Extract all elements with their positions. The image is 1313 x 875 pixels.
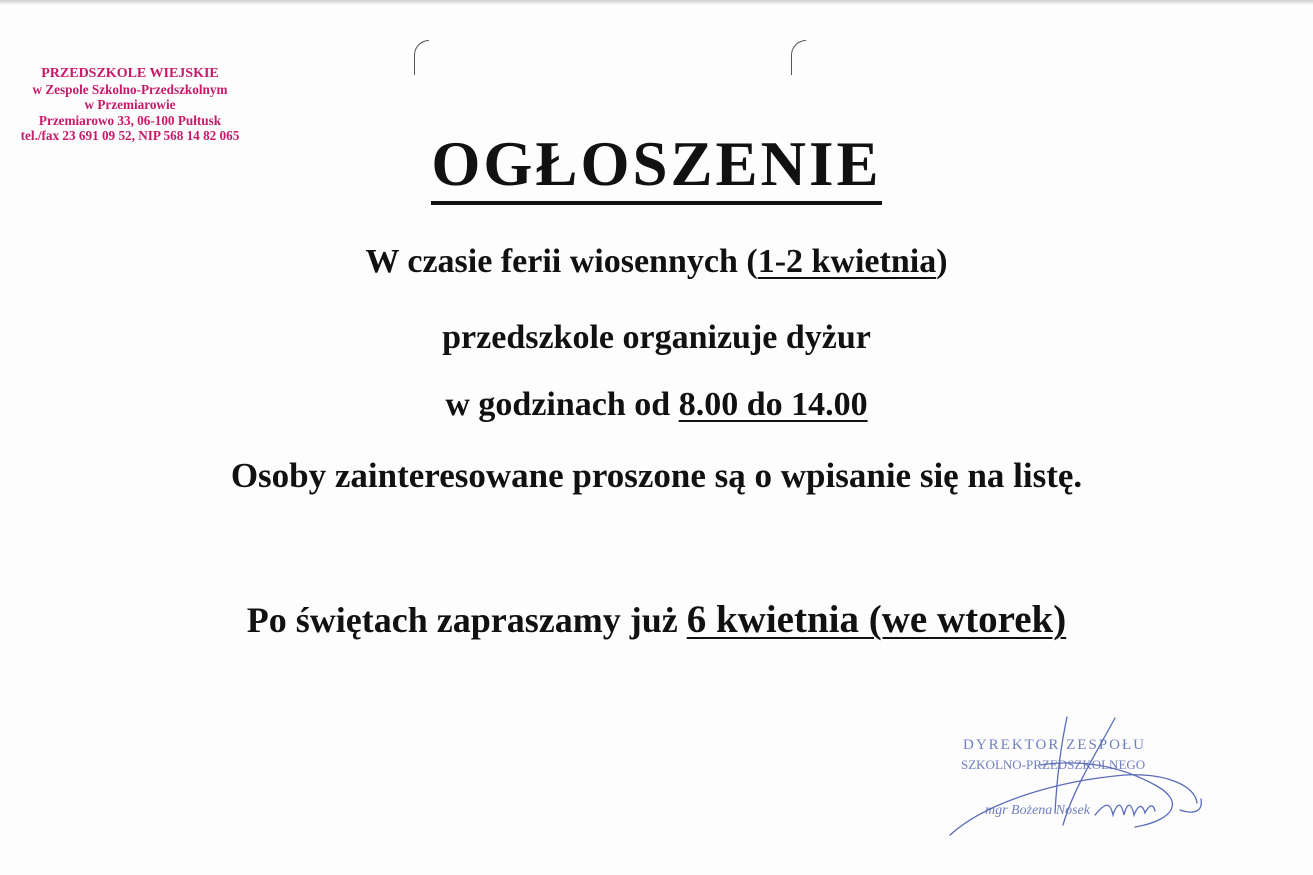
stamp-line-contact: tel./fax 23 691 09 52, NIP 568 14 82 065 <box>20 128 240 143</box>
line1-prefix: W czasie ferii wiosennych ( <box>365 243 758 280</box>
director-stamp-school: SZKOLNO-PRZEDSZKOLNEGO <box>961 757 1146 772</box>
notice-line-return <box>0 597 1313 642</box>
stamp-line-address: Przemiarowo 33, 06-100 Pułtusk <box>38 112 222 128</box>
notice-line-hours <box>0 386 1313 424</box>
director-stamp-name: mgr Bożena Nosek <box>985 803 1090 818</box>
notice-line-duty <box>0 319 1313 357</box>
line1-suffix: ) <box>936 243 948 280</box>
line3-hours: 8.00 do 14.00 <box>678 386 868 423</box>
stamp-line-name: PRZEDSZKOLE WIEJSKIE <box>41 66 219 81</box>
punch-hole-mark-right <box>791 40 806 75</box>
director-stamp-signature <box>945 715 1215 845</box>
line5-return-date: 6 kwietnia (we wtorek) <box>686 598 1067 641</box>
punch-hole-mark-left <box>414 40 429 75</box>
scan-edge <box>0 0 1313 5</box>
notice-line-break-dates <box>0 243 1313 281</box>
notice-line-signup <box>0 456 1313 496</box>
handwritten-signature <box>945 715 1215 845</box>
line3-prefix: w godzinach od <box>445 386 679 423</box>
notice-title <box>0 128 1313 205</box>
stamp-line-unit: w Zespole Szkolno-Przedszkolnym <box>32 81 228 97</box>
notice-title-text: OGŁOSZENIE <box>431 128 881 205</box>
director-stamp-title: DYREKTOR ZESPOŁU <box>963 737 1146 753</box>
line1-dates: 1-2 kwietnia <box>757 243 937 280</box>
line2-text: przedszkole organizuje dyżur <box>442 319 871 356</box>
stamp-line-place: w Przemiarowie <box>84 97 176 112</box>
line4-text: Osoby zainteresowane proszone są o wpisanie się na listę. <box>230 456 1083 495</box>
line5-prefix: Po świętach zapraszamy już <box>246 600 687 640</box>
